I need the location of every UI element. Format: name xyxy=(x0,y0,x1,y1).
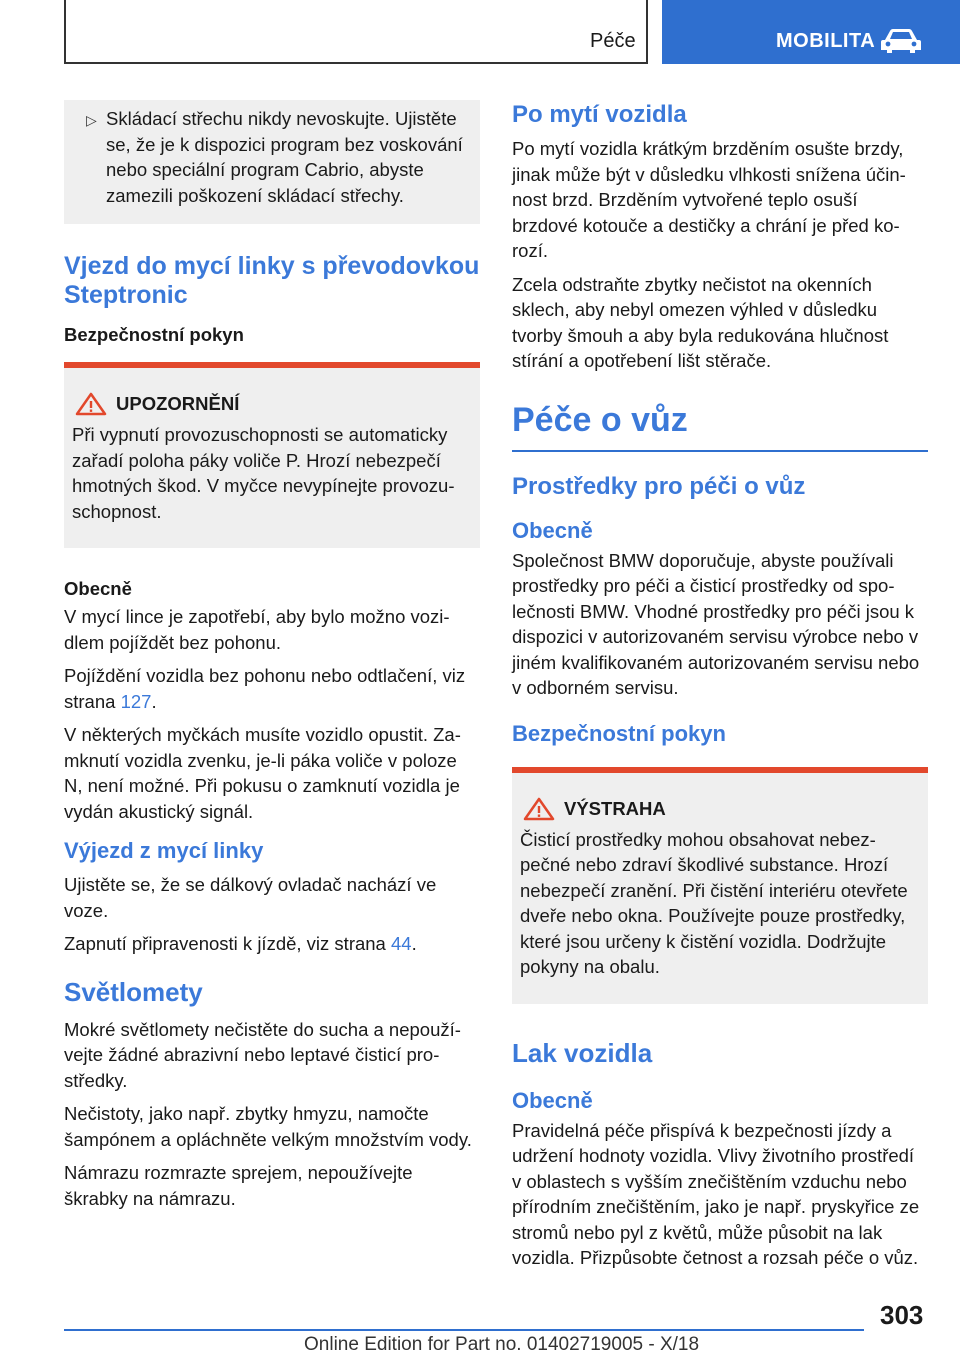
warning-title-row xyxy=(520,797,920,821)
paragraph-5-text: Zapnutí připravenosti k jízdě, viz strana xyxy=(64,933,391,954)
wash-heading: Po mytí vozidla xyxy=(512,101,687,128)
page-link-44[interactable]: 44 xyxy=(390,933,412,954)
footer-edition: Online Edition for Part no. 01402719005 - X/18 xyxy=(304,1334,700,1355)
general-heading-right: Obecně xyxy=(512,517,593,543)
right-paragraph-4: Pravidelná péče přispívá k bezpečnosti jízdy a udržení hodnoty vozidla. Vlivy životního prostředí v oblastech s vyšším znečištěním vzduchu nebo přírodním znečištěním, jako je např. pryskyřice ze stromů nebo pyl z květů, může působit na lak vozidla. Přizpůsobte četnost a rozsah péče o vůz. xyxy=(512,1119,920,1268)
warning-title: VÝSTRAHA xyxy=(564,797,666,819)
general-heading-right-2: Obecně xyxy=(512,1087,593,1113)
exit-heading: Výjezd z mycí linky xyxy=(64,838,264,863)
page-number: 303 xyxy=(880,1300,924,1330)
warning-text: Čisticí prostředky mohou obsahovat nebezpečné nebo zdraví škodlivé substance. Hrozí nebezpečí zranění. Při čistění interiéru otevřete dveře nebo okna. Používejte pouze prostředky, které jsou určeny k čistění vozidla. Dodržujte pokyny na obalu. xyxy=(520,828,908,977)
warning-triangle-icon xyxy=(74,392,108,416)
paragraph-5-end: . xyxy=(411,933,417,954)
right-column xyxy=(512,102,928,1279)
note-box xyxy=(64,100,480,224)
right-paragraph-3: Společnost BMW doporučuje, abyste používali prostředky pro péči a čisticí prostředky od společnosti BMW. Vhodné prostředky pro péči jsou k dispozici v autorizovaném servisu výrobce nebo v jiném kvalifikovaném autorizovaném servisu nebo v odborném servisu. xyxy=(512,549,920,698)
paragraph-3: V některých myčkách musíte vozidlo opustit. Zamknutí vozidla zvenku, je-li páka voliče v poloze N, není možné. Při pokusu o zamknutí vozidla je vydán akustický signál. xyxy=(64,724,461,822)
caution-text: Při vypnutí provozuschopnosti se automaticky zařadí poloha páky voliče P. Hrozí nebezpečí hmotných škod. V myčce nevypínejte provozuschopnost. xyxy=(72,424,455,522)
care-title: Péče o vůz xyxy=(512,400,688,439)
left-column xyxy=(64,100,480,1219)
steptronic-heading: Vjezd do mycí linky s převodovkou Steptronic xyxy=(64,252,480,309)
lights-heading: Světlomety xyxy=(64,976,203,1007)
general-heading: Obecně xyxy=(64,578,132,599)
paragraph-2-end: . xyxy=(151,690,157,712)
paragraph-4: Ujistěte se, že se dálkový ovladač nachází ve voze. xyxy=(64,874,437,921)
safety-heading-right: Bezpečnostní pokyn xyxy=(512,720,726,746)
safety-heading: Bezpečnostní pokyn xyxy=(64,324,244,345)
paragraph-7: Nečistoty, jako např. zbytky hmyzu, namočte šampónem a opláchněte velkým množstvím vody. xyxy=(64,1103,472,1150)
caution-title: UPOZORNĚNÍ xyxy=(116,393,240,414)
warning-triangle-icon xyxy=(522,797,556,821)
chapter-label[interactable]: MOBILITA xyxy=(776,30,876,52)
paint-heading: Lak vozidla xyxy=(512,1037,653,1068)
paragraph-8: Námrazu rozmrazte sprejem, nepoužívejte škrabky na námrazu. xyxy=(64,1162,413,1209)
paragraph-2-text: Pojíždění vozidla bez pohonu nebo odtlačení, viz strana xyxy=(64,665,466,712)
page-link-127[interactable]: 127 xyxy=(120,690,152,712)
caution-box xyxy=(64,362,480,548)
caution-title-row xyxy=(72,392,472,416)
paragraph-2 xyxy=(64,663,480,714)
title-rule xyxy=(512,450,928,452)
products-heading: Prostředky pro péči o vůz xyxy=(512,472,806,500)
note-triangle-icon: ▷ xyxy=(86,112,97,128)
paragraph-1: V mycí lince je zapotřebí, aby bylo možno vozidlem pojíždět bez pohonu. xyxy=(64,606,450,653)
paragraph-6: Mokré světlomety nečistěte do sucha a nepoužívejte žádné abrazivní nebo leptavé čisticí prostředky. xyxy=(64,1018,461,1091)
car-icon xyxy=(880,28,922,54)
section-label: Péče xyxy=(590,30,636,52)
right-paragraph-2: Zcela odstraňte zbytky nečistot na okenních sklech, aby nebyl omezen výhled v důsledku tvorby šmouh a aby byla redukována hlučnost stírání a opotřebení lišt stěrače. xyxy=(512,273,889,371)
warning-box xyxy=(512,767,928,1004)
footer-rule xyxy=(64,1329,864,1331)
header-left-frame xyxy=(64,0,648,64)
note-text: Skládací střechu nikdy nevoskujte. Ujistěte se, že je k dispozici program bez voskování nebo speciální program Cabrio, abyste zamezili poškození skládací střechy. xyxy=(106,108,463,206)
right-paragraph-1: Po mytí vozidla krátkým brzděním osušte brzdy, jinak může být v důsledku vlhkosti snížena účinnost brzd. Brzděním vytvořené teplo osuší brzdové kotouče a destičky a chrání je před korozí. xyxy=(512,138,906,261)
paragraph-5 xyxy=(64,931,480,957)
